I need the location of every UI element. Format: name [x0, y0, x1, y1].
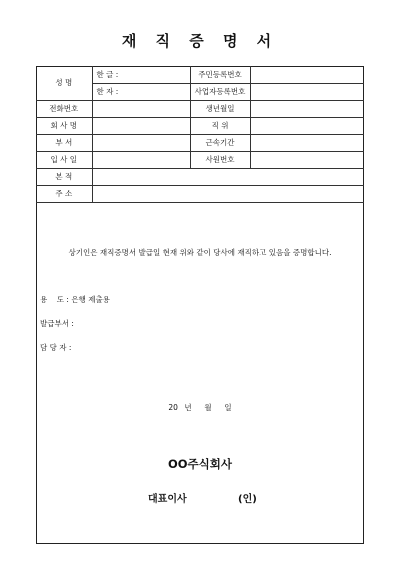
hanja-name-field[interactable]: 한 자 : — [92, 83, 190, 100]
issue-date: 20 년 월 일 — [168, 403, 232, 412]
service-period-label: 근속기간 — [190, 134, 250, 151]
table-row — [36, 168, 364, 185]
korean-name-field[interactable]: 한 글 : — [92, 66, 190, 83]
table-row — [36, 185, 364, 202]
table-row — [36, 117, 364, 134]
birth-field[interactable] — [250, 100, 364, 117]
phone-label: 전화번호 — [36, 100, 92, 117]
business-no-label: 사업자등록번호 — [190, 83, 250, 100]
address-field[interactable] — [92, 185, 364, 202]
department-label: 부 서 — [36, 134, 92, 151]
info-table — [36, 66, 364, 203]
phone-field[interactable] — [92, 100, 190, 117]
document-title: 재 직 증 명 서 — [121, 32, 279, 50]
manager-line: 담 당 자 : — [40, 343, 72, 352]
certification-statement: 상기인은 재직증명서 발급일 현재 위와 같이 당사에 재직하고 있음을 증명합니다. — [68, 248, 332, 257]
domicile-label: 본 적 — [36, 168, 92, 185]
position-label: 직 위 — [190, 117, 250, 134]
service-period-field[interactable] — [250, 134, 364, 151]
employee-no-field[interactable] — [250, 151, 364, 168]
position-field[interactable] — [250, 117, 364, 134]
business-no-field[interactable] — [250, 83, 364, 100]
employee-no-label: 사원번호 — [190, 151, 250, 168]
company-name: OO주식회사 — [168, 457, 232, 471]
table-row — [36, 151, 364, 168]
department-field[interactable] — [92, 134, 190, 151]
resident-no-field[interactable] — [250, 66, 364, 83]
domicile-field[interactable] — [92, 168, 364, 185]
resident-no-label: 주민등록번호 — [190, 66, 250, 83]
purpose-line: 용 도 : 은행 제출용 — [40, 295, 110, 304]
ceo-label: 대표이사 — [148, 494, 187, 505]
hire-date-field[interactable] — [92, 151, 190, 168]
name-label: 성 명 — [36, 66, 92, 100]
issuing-dept-line: 발급부서 : — [40, 319, 74, 328]
table-row — [36, 100, 364, 117]
address-label: 주 소 — [36, 185, 92, 202]
seal-mark: (인) — [238, 494, 257, 505]
hire-date-label: 입 사 일 — [36, 151, 92, 168]
company-label: 회 사 명 — [36, 117, 92, 134]
company-field[interactable] — [92, 117, 190, 134]
table-row — [36, 134, 364, 151]
table-row — [36, 66, 364, 83]
birth-label: 생년월일 — [190, 100, 250, 117]
